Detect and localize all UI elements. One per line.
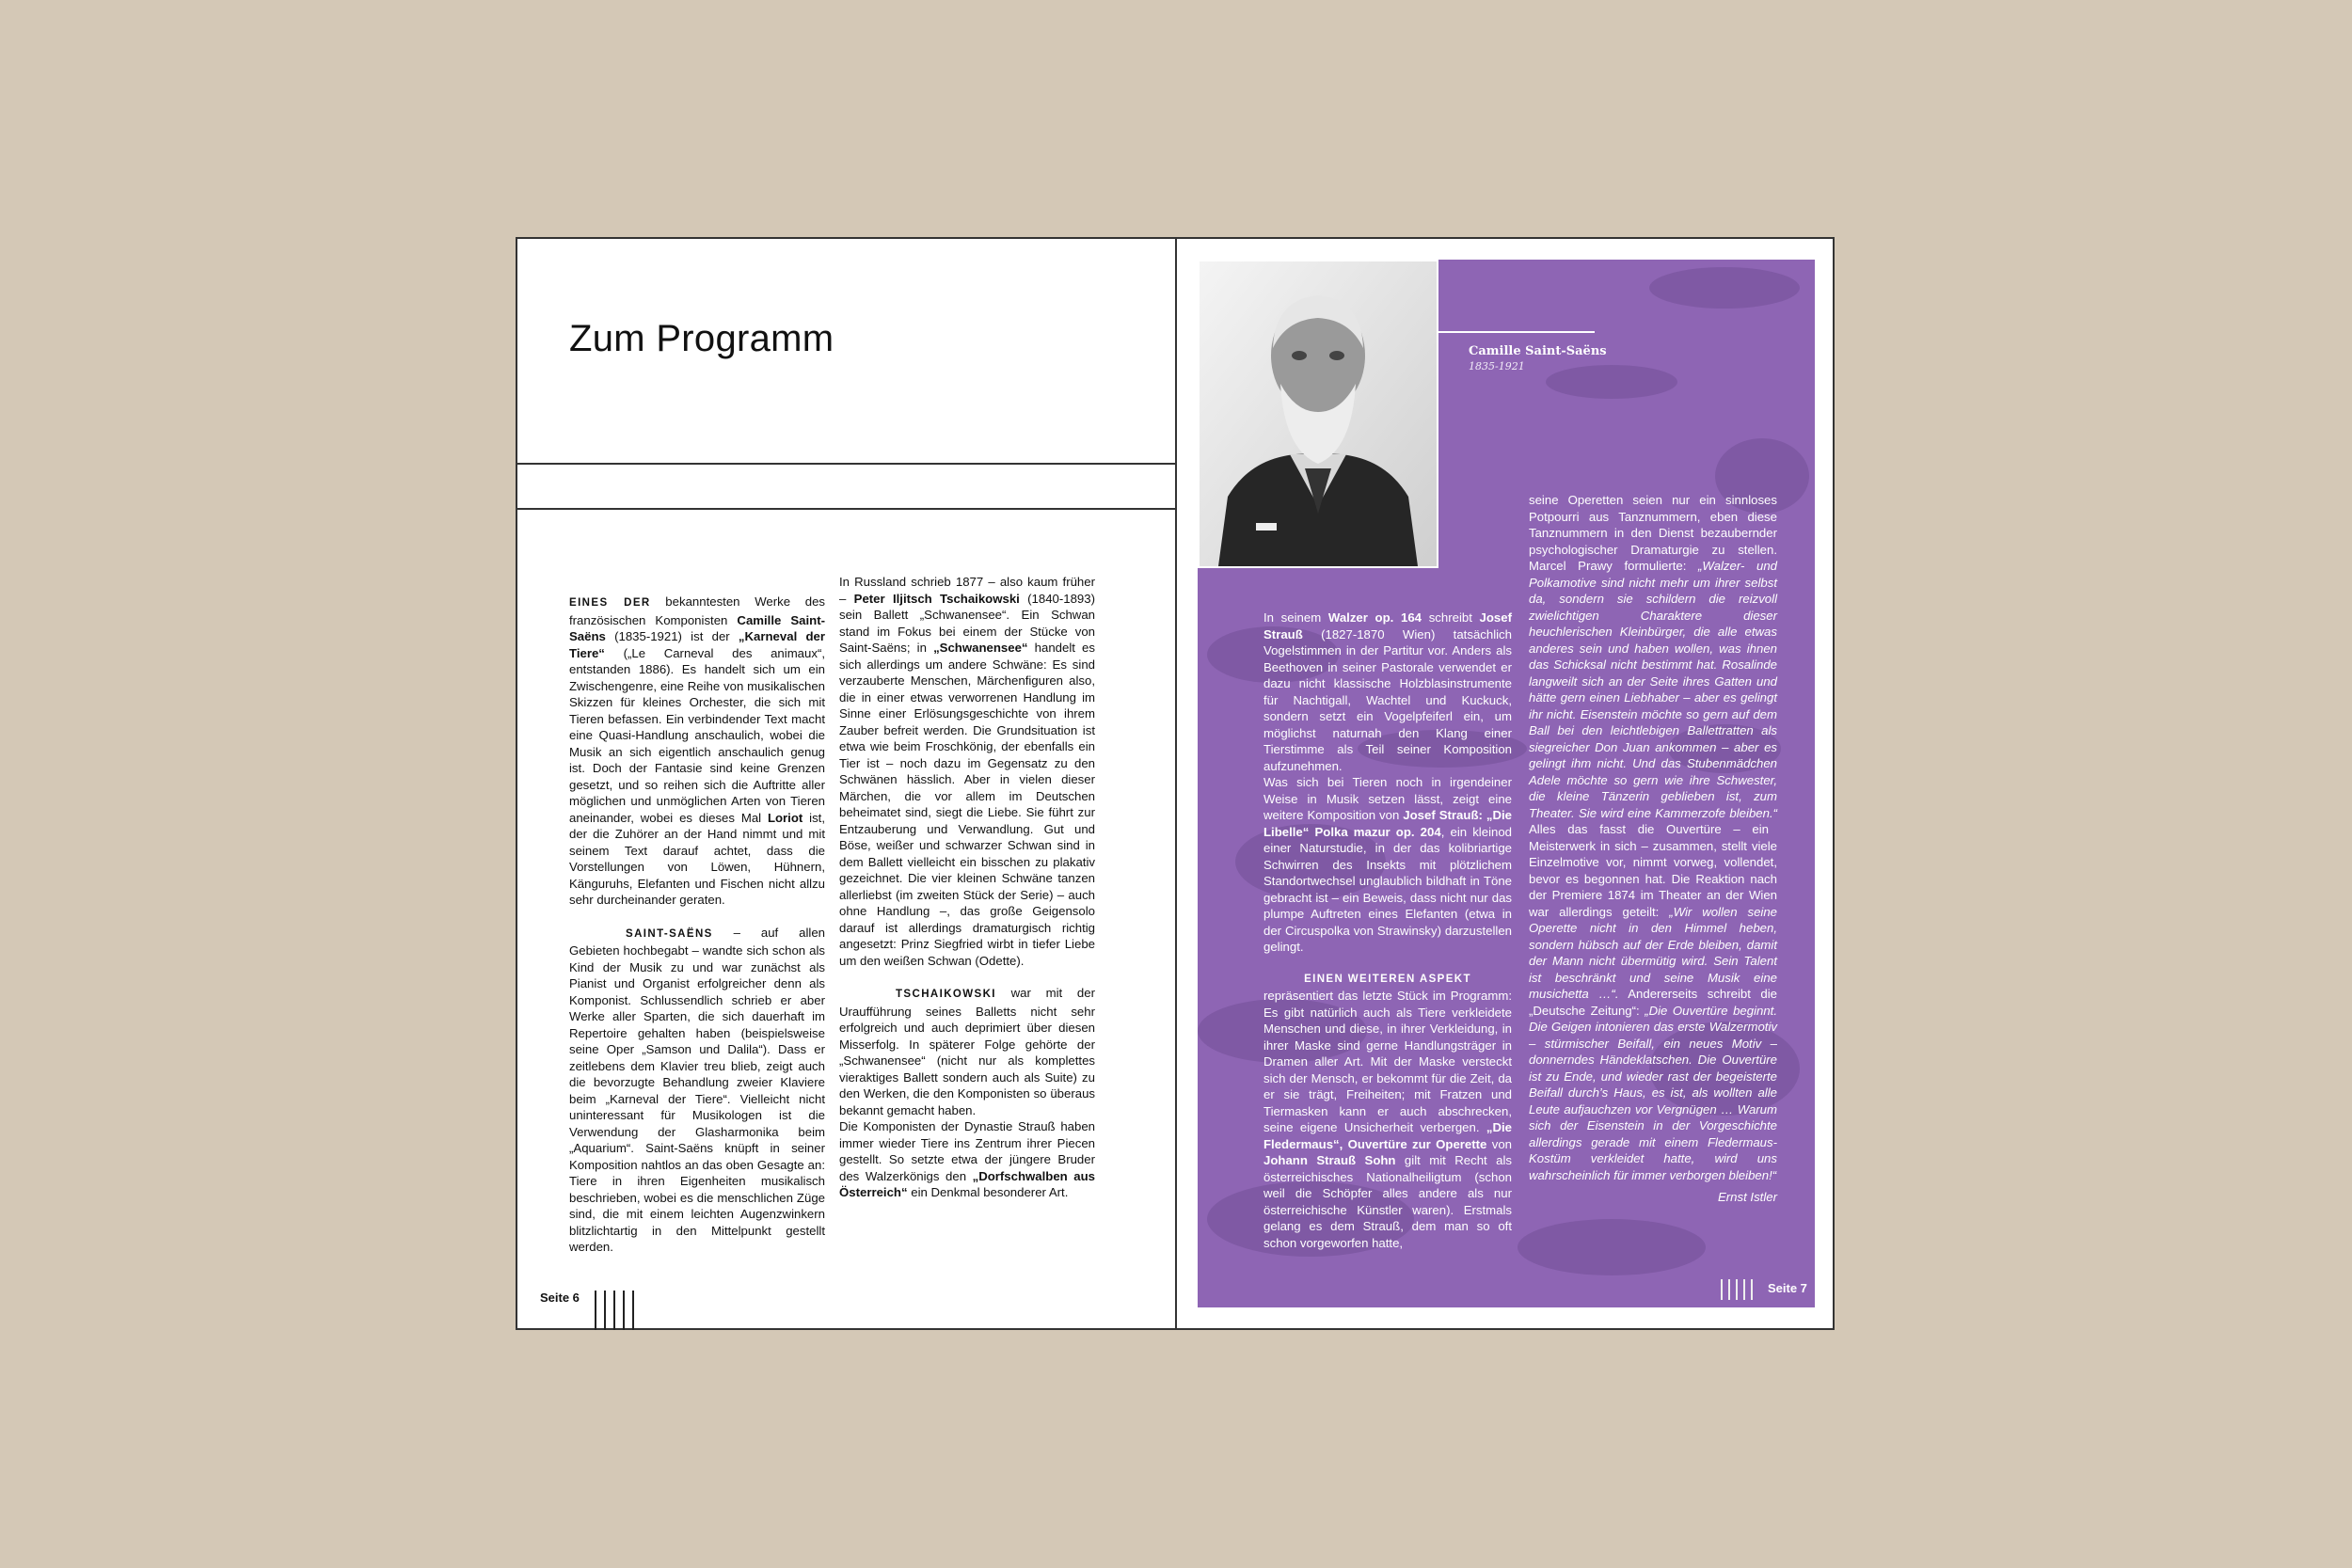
page-number: Seite 7 [1768, 1281, 1807, 1295]
left-column-1 [569, 594, 825, 1256]
purple-panel [1198, 260, 1815, 1307]
portrait-photo [1200, 261, 1437, 566]
brochure-spread [516, 237, 1835, 1330]
paragraph: EINES DER bekanntesten Werke des französischen Komponisten Camille Saint-Saëns (1835-1921) ist der „Karneval der Tiere“ („Le Carneval des animaux“, entstanden 1886). Es handelt sich um ein Zwischengenre, eine Reihe von musikalischen Skizzen für kleines Orchester, die sich mit Tieren befassen. Ein verbindender Text macht eine Quasi-Handlung anschaulich, wobei die Musik an sich eigentlich anschaulich genug ist. Doch der Fantasie sind keine Grenzen gesetzt, und so reihen sich die Auftritte aller möglichen und unmöglichen Arten von Tieren aneinander, wobei es dieses Mal Loriot ist, der die Zuhörer an der Hand nimmt und mit seinem Text darauf achtet, dass die Vorstellungen von Löwen, Hühnern, Känguruhs, Elefanten und Fischen nicht allzu sehr durcheinander geraten. [569, 594, 826, 907]
caption-name: Camille Saint-Saëns [1469, 344, 1607, 358]
page-number: Seite 6 [540, 1291, 580, 1305]
lead-in: EINES DER [569, 597, 651, 609]
right-column-2 [1529, 492, 1777, 1206]
left-column-2 [839, 574, 1095, 1201]
paragraph: TSCHAIKOWSKI war mit der Uraufführung seines Balletts nicht sehr erfolgreich und auch deprimiert über diesen Misserfolg. In späterer Folge gehörte der „Schwanensee“ (nicht nur als komplettes vieraktiges Ballett sondern auch als Suite) zu den Werken, die den Komponisten so überaus bekannt gemacht haben. Die Komponisten der Dynastie Strauß haben immer wieder Tiere ins Zentrum ihrer Piecen gestellt. So setzte etwa der jüngere Bruder des Walzerkönigs den „Dorfschwalben aus Österreich“ ein Denkmal besonderer Art. [839, 986, 1095, 1199]
page-title: Zum Programm [569, 318, 834, 359]
lead-in: TSCHAIKOWSKI [896, 989, 996, 1000]
title-box [517, 239, 1175, 465]
composer-portrait [1198, 260, 1438, 568]
lead-in: EINEN WEITEREN ASPEKT [1304, 973, 1471, 985]
left-page [516, 237, 1177, 1330]
paragraph: EINEN WEITEREN ASPEKT repräsentiert das letzte Stück im Programm: Es gibt natürlich auch als Tiere verkleidete Menschen und diese, in ihrer Verkleidung, in ihrer Maske sind gerne Handlungsträger in Dramen aller Art. Mit der Maske versteckt sich der Mensch, er bekommt für die Zeit, da er sie trägt, Freiheiten; mit Fratzen und Tiermasken kann er auch abschrecken, seine eigene Unsicherheit verbergen. „Die Fledermaus“, Ouvertüre zur Operette von Johann Strauß Sohn gilt mit Recht als österreichisches Nationalheiligtum (schon weil die Schöpfer alles andere als nur österreichische Künstler waren). Erstmals gelang es dem Strauß, dem man so oft schon vorgeworfen hatte, [1263, 973, 1512, 1250]
decorative-bars [1721, 1279, 1753, 1300]
right-column-1 [1263, 610, 1512, 1251]
decorative-bars [595, 1291, 634, 1330]
paragraph: seine Operetten seien nur ein sinnloses Potpourri aus Tanznummern, eben diese Tanznummern in den Dienst bezaubernder psychologischer Dramaturgie zu stellen. Marcel Prawy formulierte: „Walzer- und Polkamotive sind nicht mehr um ihrer selbst da, sondern sie schildern die reizvoll zwielichtigen Charaktere dieser heuchlerischen Kleinbürger, die alle etwas anderes sein und haben wollen, was ihnen das Schicksal nicht bestimmt hat. Rosalinde langweilt sich an der Seite ihres Gatten und hätte gern einen Liebhaber – aber es gelingt ihr nicht. Eisenstein möchte so gern auf dem Ball bei den leichtlebigen Ballettratten als siegreicher Don Juan ankommen – aber es gelingt ihm nicht. Und das Stubenmädchen Adele möchte so gern wie ihre Schwester, die kleine Tänzerin geblieben ist, zum Theater. Sie wird eine Kammerzofe bleiben.“ Alles das fasst die Ouvertüre – ein Meisterwerk in sich – zusammen, stellt viele Einzelmotive vor, nimmt vorweg, vollendet, bevor es begonnen hat. Die Reaktion nach der Premiere 1874 im Theater an der Wien war allerdings geteilt: „Wir wollen seine Operette nicht in den Himmel heben, sondern hübsch auf der Erde bleiben, damit der Mann nicht übermütig wird. Sein Talent ist beschränkt und seine Musik eine musichetta …“. Andererseits schreibt die „Deutsche Zeitung“: „Die Ouvertüre beginnt. Die Geigen intonieren das erste Walzermotiv – stürmischer Beifall, ein neues Motiv – donnerndes Händeklatschen. Die Ouvertüre ist zu Ende, und wieder rast der begeisterte Beifall durch’s Haus, es ist, als wollten alle Leute aufjauchzen vor Vergnügen … Warum sich der Eisenstein in der Vorgeschichte allerdings gerade mit einem Fledermaus-Kostüm verkleidet hatte, wird uns wahrscheinlich für immer verborgen bleiben!“ [1529, 493, 1777, 1182]
divider-top [517, 463, 1175, 465]
paragraph: In seinem Walzer op. 164 schreibt Josef Strauß (1827-1870 Wien) tatsächlich Vogelstimmen in der Partitur vor. Anders als Beethoven in seiner Pastorale verwendet er dazu nicht klassische Holzblasinstrumente für Nachtigall, Wachtel und Kuckuck, sondern setzt ein Vogelpfeiferl ein, um möglichst naturnah den Klang einer Tierstimme als Teil seiner Komposition aufzunehmen. Was sich bei Tieren noch in irgendeiner Weise in Musik setzen lässt, zeigt eine weitere Komposition von Josef Strauß: „Die Libelle“ Polka mazur op. 204, ein kleinod einer Naturstudie, in der das kolibriartige Schwirren des Insekts mit plötzlichem Standortwechsel unglaublich bildhaft in Töne gebracht ist – ein Beweis, dass nicht nur das plumpe Auftreten eines Elefanten (etwa in der Circuspolka von Strawinsky) darzustellen gelingt. [1263, 610, 1512, 954]
paragraph: In Russland schrieb 1877 – also kaum früher – Peter Iljitsch Tschaikowski (1840-1893) sein Ballett „Schwanensee“. Ein Schwan stand im Fokus bei einem der Stücke von Saint-Saëns; in „Schwanensee“ handelt es sich allerdings um andere Schwäne: Es sind verzauberte Menschen, Märchenfiguren also, die in einer etwas verworrenen Handlung im Sinne einer Erlösungsgeschichte von ihrem Zauber befreit werden. Die Grundsituation ist etwa wie beim Froschkönig, der ebenfalls ein Tier ist – noch dazu im Gegensatz zu den Schwänen hässlich. Aber in vielen dieser Märchen, die vor allem im Deutschen beheimatet sind, siegt die Liebe. Sie führt zur Entzauberung und Verwandlung. Gut und Böse, weißer und schwarzer Schwan sind in dem Ballett vielleicht ein bisschen zu plakativ gezeichnet. Die vier kleinen Schwäne tanzen allerliebst (im zweiten Stück der Serie) – auch ohne Handlung –, das große Geigensolo darauf ist allerdings dramaturgisch richtig angesetzt: Prinz Siegfried wirbt in tiefer Liebe um den weißen Schwan (Odette). [839, 575, 1095, 968]
paragraph: SAINT-SAËNS – auf allen Gebieten hochbegabt – wandte sich schon als Kind der Musik zu und war zunächst als Pianist und Organist erfolgreicher denn als Komponist. Schlussendlich schrieb er aber Werke aller Sparten, die sich dauerhaft im Repertoire gehalten haben (beispielsweise seine Oper „Samson und Dalila“). Dass er zeitlebens dem Klavier treu blieb, zeigt auch die bevorzugte Behandlung zweier Klaviere beim „Karneval der Tiere“. Vielleicht nicht uninteressant für Musikologen ist die Verwendung der Glasharmonika beim „Aquarium“. Saint-Saëns knüpft in seiner Komposition nahtlos an das oben Gesagte an: Tiere in ihren Eigenheiten musikalisch beschrieben, wobei es die menschlichen Züge sind, die mit einem leichten Augenzwinkern blitzlichtartig in den Mittelpunkt gestellt werden. [569, 925, 825, 1254]
caption-rule [1438, 331, 1595, 333]
right-page [1177, 237, 1835, 1330]
caption-years: 1835-1921 [1469, 360, 1525, 372]
author-credit: Ernst Istler [1717, 1190, 1777, 1204]
lead-in: SAINT-SAËNS [626, 927, 713, 940]
divider-bottom [517, 508, 1175, 510]
